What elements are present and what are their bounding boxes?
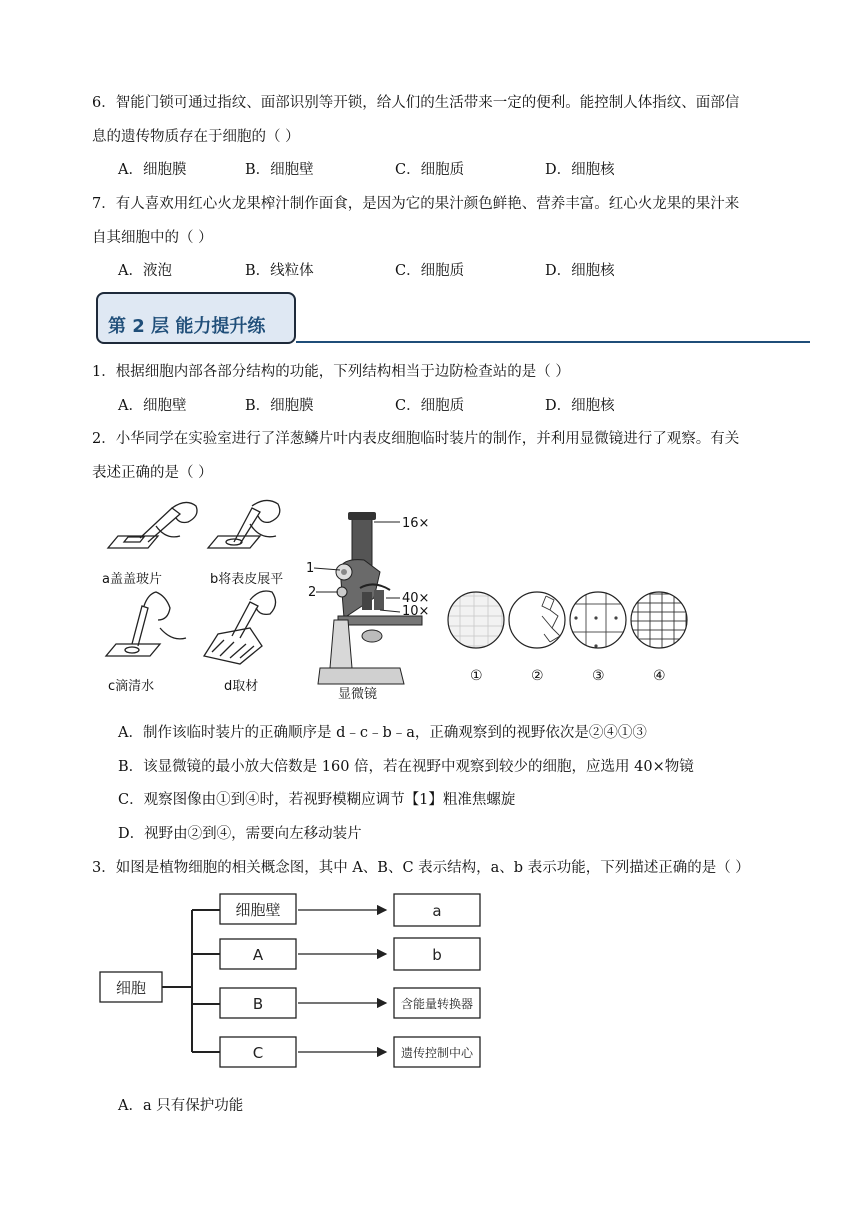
structure-label-cell-wall: 细胞壁 [235, 901, 281, 919]
root-cell-label: 细胞 [115, 979, 147, 997]
structure-label-b: B [252, 995, 264, 1013]
fields-of-view-figure [446, 576, 692, 688]
p2-option-c: C．观察图像由①到④时，若视野模糊应调节【1】粗准焦螺旋 [118, 792, 516, 808]
p2-option-d: D．视野由②到④，需要向左移动装片 [118, 826, 362, 842]
step-d-illustration [204, 591, 276, 664]
slide-preparation-figure [100, 496, 300, 701]
section-title: 第 2 层 能力提升练 [108, 316, 266, 337]
objective-40-label: 40× [402, 591, 430, 606]
q6-option-d: D．细胞核 [545, 162, 615, 178]
view-4-label: ④ [653, 668, 666, 684]
q6-option-a: A．细胞膜 [118, 162, 187, 178]
q7-option-b: B．线粒体 [245, 263, 314, 279]
structure-label-a: A [252, 946, 264, 964]
step-d-label: d取材 [224, 679, 259, 694]
view-1-circle [448, 592, 504, 648]
eyepiece-label: 16× [402, 516, 430, 531]
q7-line1: 7．有人喜欢用红心火龙果榨汁制作面食，是因为它的果汁颜色鲜艳、营养丰富。红心火龙果的果汁来 [92, 196, 740, 212]
microscope-label: 显微镜 [338, 687, 378, 700]
function-label-b: b [432, 946, 442, 964]
p1-option-a: A．细胞壁 [118, 398, 187, 414]
p2-line2: 表述正确的是（ ） [92, 465, 213, 481]
view-4-circle [631, 592, 687, 648]
function-label-energy-converter: 含能量转换器 [400, 997, 474, 1011]
p1-option-c: C．细胞质 [395, 398, 465, 414]
p1-option-d: D．细胞核 [545, 398, 615, 414]
q7-option-d: D．细胞核 [545, 263, 615, 279]
view-3-circle [570, 592, 626, 648]
step-b-label: b将表皮展平 [210, 572, 284, 587]
q6-option-c: C．细胞质 [395, 162, 465, 178]
step-a-illustration [108, 502, 197, 548]
part-2-label: 2 [308, 585, 317, 600]
step-a-label: a盖盖玻片 [102, 572, 162, 587]
function-label-genetic-control: 遗传控制中心 [400, 1046, 474, 1060]
objective-10-label: 10× [402, 604, 430, 619]
section-underline [296, 341, 810, 343]
q7-option-a: A．液泡 [118, 263, 172, 279]
plant-cell-concept-map [96, 888, 488, 1072]
p2-option-a: A．制作该临时装片的正确顺序是 d﹣c﹣b﹣a，正确观察到的视野依次是②④①③ [118, 725, 647, 741]
step-b-illustration [208, 500, 280, 548]
microscope-figure [304, 508, 444, 700]
part-1-label: 1 [306, 561, 315, 576]
q7-option-c: C．细胞质 [395, 263, 465, 279]
q6-line2: 息的遗传物质存在于细胞的（ ） [92, 129, 300, 145]
p2-line1: 2．小华同学在实验室进行了洋葱鳞片叶内表皮细胞临时装片的制作，并利用显微镜进行了观察。有关 [92, 431, 740, 447]
q6-option-b: B．细胞壁 [245, 162, 314, 178]
p1-stem: 1．根据细胞内部各部分结构的功能，下列结构相当于边防检查站的是（ ） [92, 364, 570, 380]
p3-option-a: A．a 只有保护功能 [118, 1098, 244, 1114]
q7-line2: 自其细胞中的（ ） [92, 230, 213, 246]
step-c-label: c滴清水 [108, 679, 155, 694]
q6-line1: 6．智能门锁可通过指纹、面部识别等开锁，给人们的生活带来一定的便利。能控制人体指纹、面部信 [92, 95, 740, 111]
p2-option-b: B．该显微镜的最小放大倍数是 160 倍，若在视野中观察到较少的细胞，应选用 40×物镜 [118, 759, 694, 775]
view-2-label: ② [531, 668, 544, 684]
view-2-circle [509, 592, 565, 648]
p1-option-b: B．细胞膜 [245, 398, 314, 414]
structure-label-c: C [252, 1044, 264, 1062]
view-1-label: ① [470, 668, 483, 684]
step-c-illustration [106, 592, 186, 656]
p3-stem: 3．如图是植物细胞的相关概念图，其中 A、B、C 表示结构，a、b 表示功能，下列描述正确的是（ ） [92, 860, 750, 876]
view-3-label: ③ [592, 668, 605, 684]
function-label-a: a [432, 902, 442, 920]
